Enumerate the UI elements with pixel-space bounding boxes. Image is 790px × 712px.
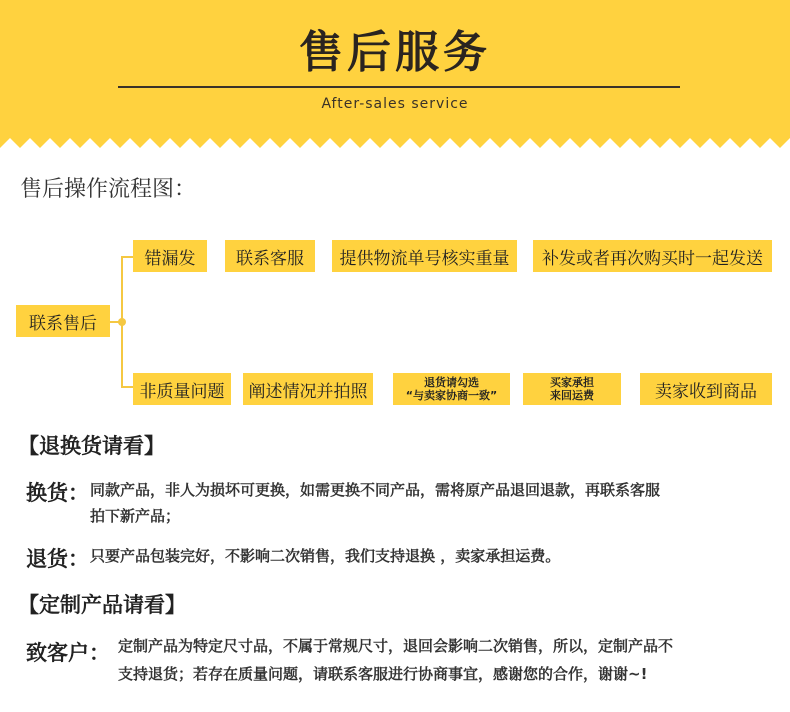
flow-root-box — [16, 305, 110, 337]
flow-step-label: 卖家收到商品 — [655, 381, 757, 402]
flow-step-verify-weight — [332, 240, 517, 272]
flow-step-buyer-pays — [523, 373, 621, 405]
header-divider — [118, 86, 680, 88]
flow-step-label-line2: “与卖家协商一致” — [405, 389, 498, 402]
page-title: 售后服务 — [299, 27, 491, 78]
flow-step-label-line1: 买家承担 — [550, 376, 594, 389]
flow-root-label: 联系售后 — [29, 313, 97, 334]
flow-step-label: 联系客服 — [236, 248, 304, 269]
flow-step-contact-service — [225, 240, 315, 272]
flow-step-label: 错漏发 — [144, 248, 196, 269]
flow-step-label: 补发或者再次购买时一起发送 — [542, 248, 763, 269]
notice-label: 致客户： — [26, 641, 110, 665]
flow-step-seller-receives — [640, 373, 772, 405]
refund-text: 只要产品包装完好，不影响二次销售，我们支持退换 ，卖家承担运费。 — [90, 547, 561, 565]
return-section-heading: 【退换货请看】 — [18, 434, 165, 458]
custom-section-heading: 【定制产品请看】 — [18, 593, 186, 617]
flow-step-return-option — [393, 373, 510, 405]
exchange-label: 换货： — [26, 481, 89, 505]
exchange-text-line1: 同款产品，非人为损坏可更换，如需更换不同产品，需将原产品退回退款，再联系客服 — [90, 481, 661, 499]
flow-title: 售后操作流程图： — [20, 177, 197, 202]
vertical-connector — [121, 256, 123, 387]
notice-text-line2: 支持退货；若存在质量问题，请联系客服进行协商事宜，感谢您的合作，谢谢~! — [118, 665, 648, 683]
flow-step-label-line2: 来回运费 — [550, 389, 594, 402]
flow-step-non-quality — [133, 373, 231, 405]
notice-text-line1: 定制产品为特定尺寸品，不属于常规尺寸，退回会影响二次销售，所以，定制产品不 — [118, 637, 674, 655]
flow-step-describe-photo — [243, 373, 373, 405]
flow-step-wrong-shipment — [133, 240, 207, 272]
flow-step-label: 非质量问题 — [139, 381, 225, 402]
flow-step-label-line1: 退货请勾选 — [424, 376, 479, 389]
flow-step-label: 阐述情况并拍照 — [248, 381, 368, 402]
header-banner — [0, 0, 790, 150]
flow-step-label: 提供物流单号核实重量 — [339, 248, 510, 269]
page-subtitle: After-sales service — [321, 96, 469, 112]
flow-step-resend — [533, 240, 772, 272]
exchange-text-line2: 拍下新产品； — [90, 507, 181, 525]
refund-label: 退货： — [26, 547, 89, 571]
